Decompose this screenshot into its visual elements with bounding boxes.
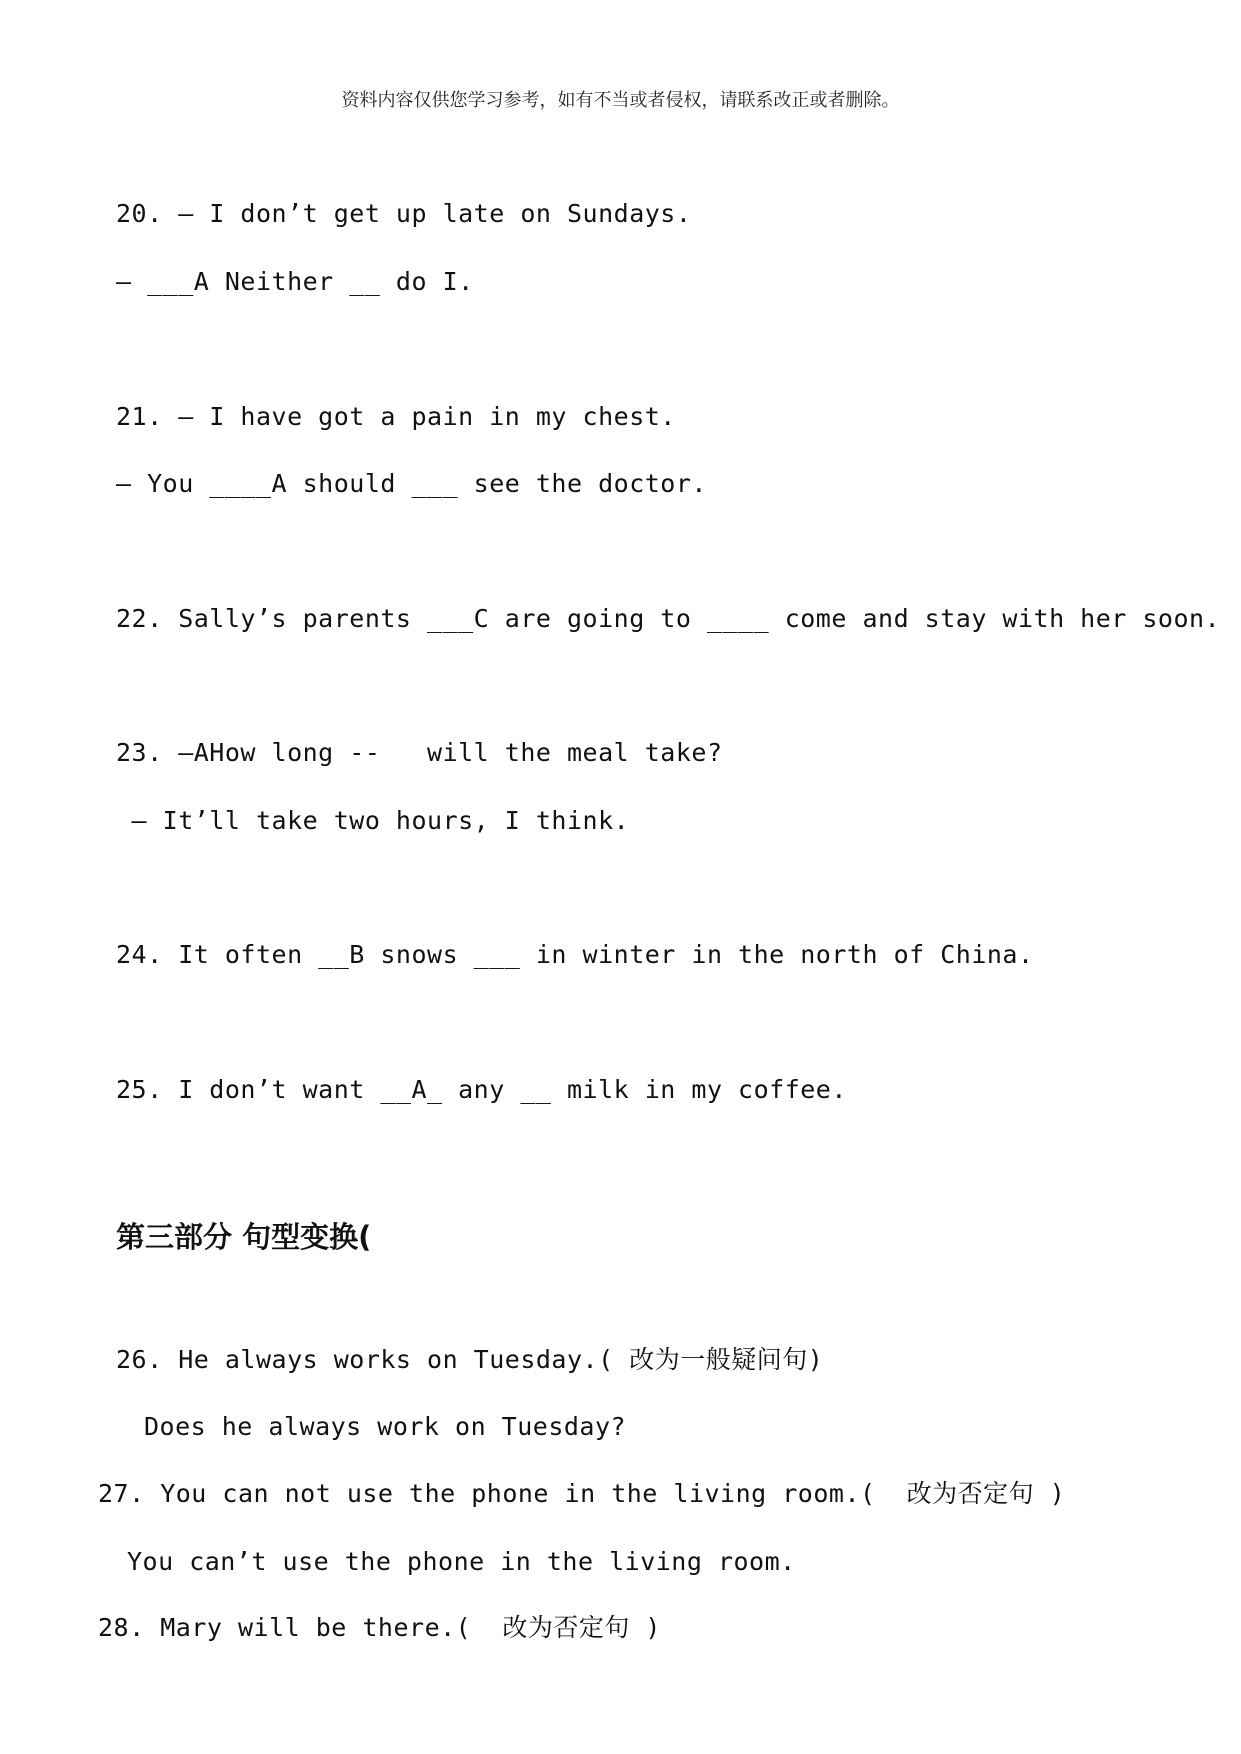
- question-23-prompt: 23. —AHow long -- will the meal take?: [116, 738, 723, 767]
- question-25-text: 25. I don’t want __A_ any __ milk in my coffee.: [116, 1075, 847, 1104]
- question-23-answer: — It’ll take two hours, I think.: [116, 806, 630, 835]
- question-21-prompt: 21. — I have got a pain in my chest.: [116, 402, 676, 431]
- section-title: 第三部分 句型变换(: [116, 1220, 372, 1254]
- transformation-26-prompt: 26. He always works on Tuesday.( 改为一般疑问句): [116, 1345, 824, 1374]
- transformation-27-prompt: 27. You can not use the phone in the living room.( 改为否定句 ): [98, 1479, 1066, 1508]
- question-24-text: 24. It often __B snows ___ in winter in the north of China.: [116, 940, 1034, 969]
- question-20-answer: — ___A Neither __ do I.: [116, 267, 474, 296]
- question-20-prompt: 20. — I don’t get up late on Sundays.: [116, 199, 692, 228]
- transformation-28-prompt: 28. Mary will be there.( 改为否定句 ): [98, 1613, 661, 1642]
- question-21-answer: — You ____A should ___ see the doctor.: [116, 469, 707, 498]
- transformation-27-answer: You can’t use the phone in the living room.: [127, 1547, 796, 1576]
- question-22-text: 22. Sally’s parents ___C are going to ____ come and stay with her soon.: [116, 604, 1221, 633]
- transformation-26-answer: Does he always work on Tuesday?: [144, 1412, 627, 1441]
- header-disclaimer: 资料内容仅供您学习参考，如有不当或者侵权，请联系改正或者删除。: [341, 90, 900, 111]
